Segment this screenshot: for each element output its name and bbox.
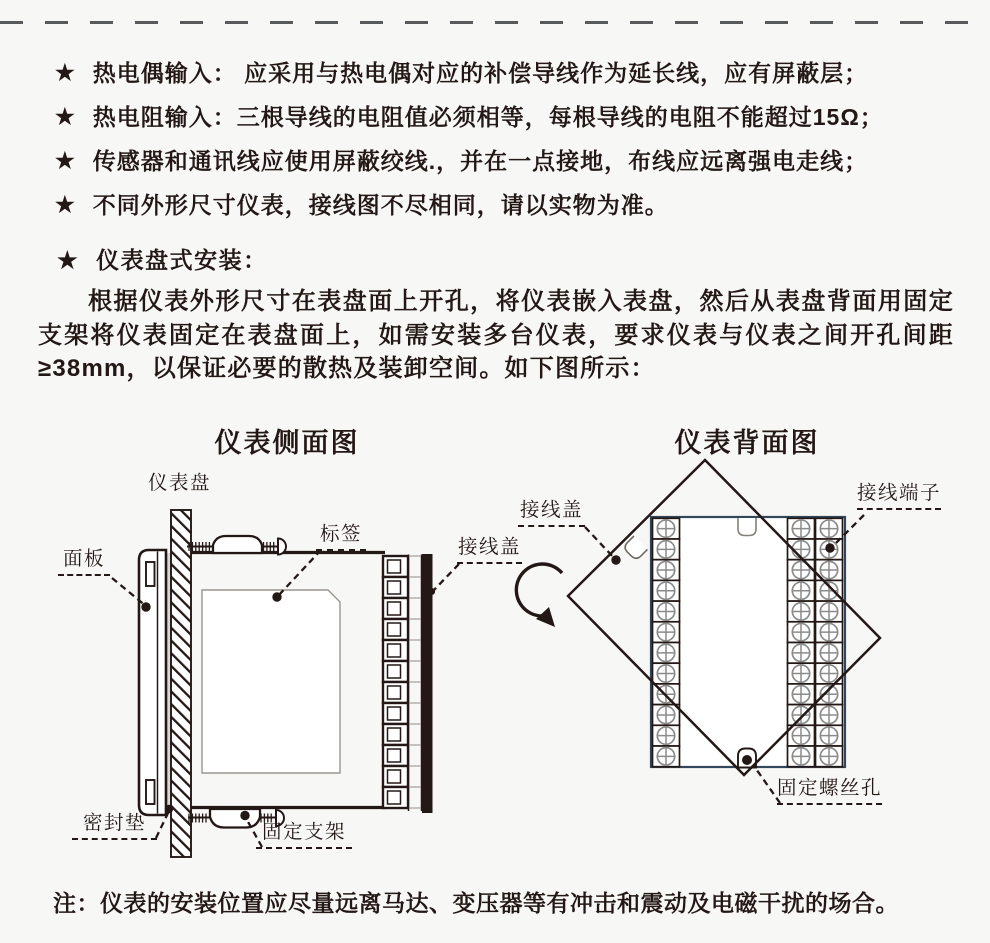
top-notch [738, 518, 756, 536]
bullet-text: 传感器和通讯线应使用屏蔽绞线.，并在一点接地，布线应远离强电走线； [92, 148, 869, 174]
installation-note: 注：仪表的安装位置应尽量远离马达、变压器等有冲击和震动及电磁干扰的场合。 [53, 890, 899, 916]
front-bezel [139, 550, 166, 815]
side-view-diagram [112, 510, 459, 857]
bullet-text: 热电偶输入： 应采用与热电偶对应的补偿导线作为延长线，应有屏蔽层； [92, 60, 869, 86]
label-panel-board: 仪表盘 [148, 472, 212, 494]
star-icon: ★ [55, 192, 76, 217]
label-terminal: 接线端子 [857, 482, 941, 510]
label-wiring-cover-side: 接线盖 [457, 536, 522, 564]
section-title: 仪表盘式安装： [96, 247, 268, 273]
installation-paragraph: 根据仪表外形尺寸在表盘面上开孔，将仪表嵌入表盘，然后从表盘背面用固定支架将仪表固定在表盘面上，如需安装多台仪表，要求仪表与仪表之间开孔间距≥38mm，以保证必要的散热及装卸空间。如下图所示： [38, 288, 954, 382]
label-seal-gasket: 密封垫 [72, 812, 157, 840]
star-icon: ★ [55, 148, 76, 173]
star-icon: ★ [55, 60, 76, 85]
bullet-text: 不同外形尺寸仪表，接线图不尽相同，请以实物为准。 [92, 192, 669, 218]
back-view-title: 仪表背面图 [674, 428, 820, 458]
label-sticker: 标签 [316, 523, 366, 551]
side-view-title: 仪表侧面图 [214, 428, 360, 458]
terminal-strip-outer [409, 555, 422, 812]
rotation-arrow-icon [516, 564, 562, 627]
label-front-panel: 面板 [58, 548, 110, 576]
sticker-area [202, 590, 340, 773]
panel-wall-hatch [171, 510, 191, 857]
star-icon: ★ [55, 104, 76, 129]
star-icon: ★ [57, 247, 80, 273]
bullet-text: 热电阻输入：三根导线的电阻值必须相等，每根导线的电阻不能超过15Ω； [92, 104, 884, 130]
label-wiring-cover-back: 接线盖 [518, 499, 585, 527]
label-screw-hole: 固定螺丝孔 [777, 777, 882, 805]
label-fixing-bracket: 固定支架 [256, 821, 352, 849]
terminal-strip [383, 556, 408, 808]
